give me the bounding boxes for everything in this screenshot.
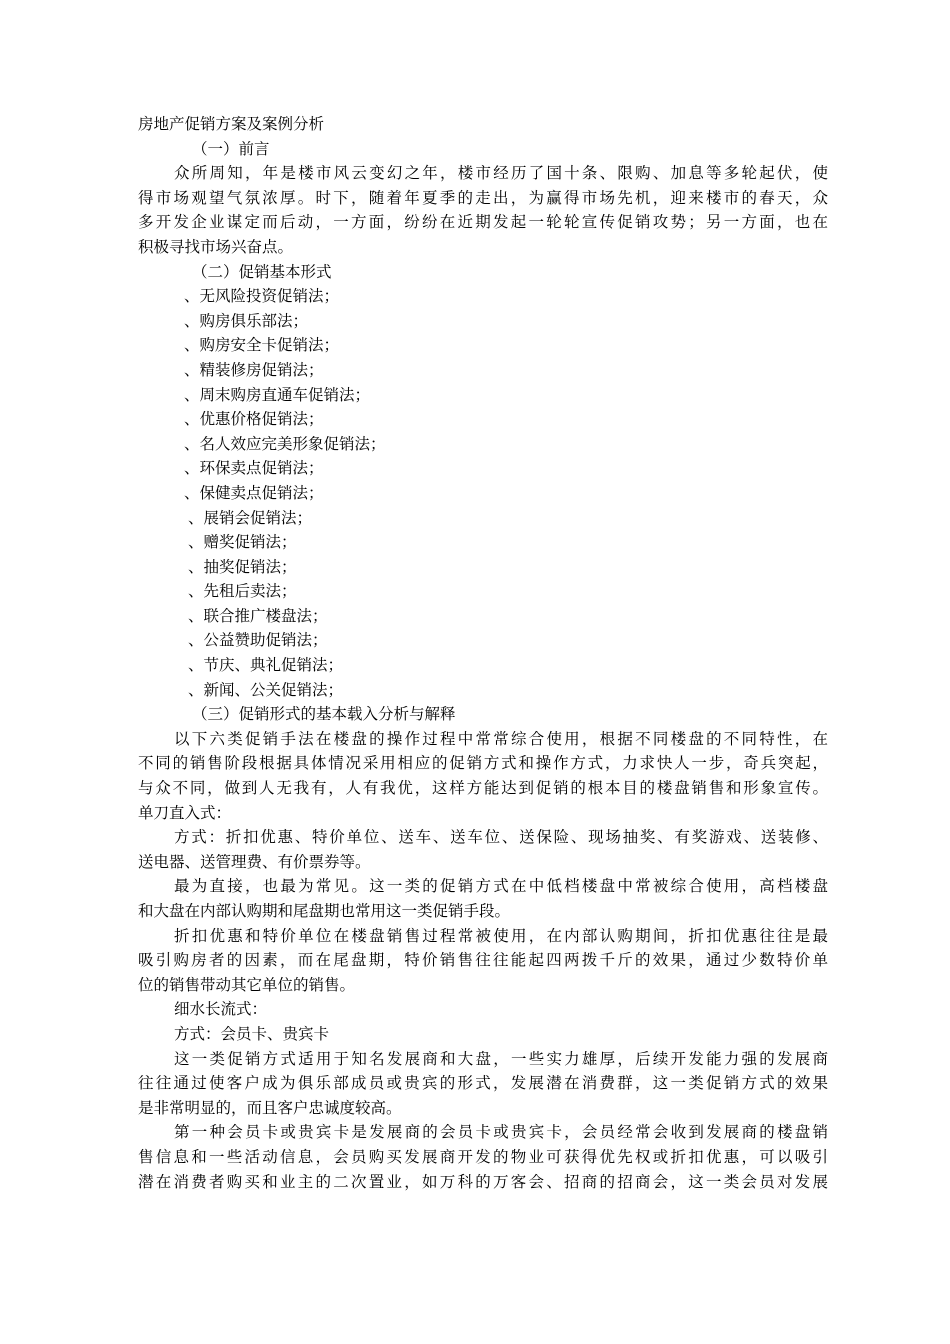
paragraph-line: 送电器、送管理费、有价票券等。	[138, 852, 371, 871]
list-item: 、优惠价格促销法；	[184, 410, 324, 429]
list-item: 、展销会促销法；	[188, 508, 313, 527]
paragraph-line: 众所周知，年是楼市风云变幻之年，楼市经历了国十条、限购、加息等多轮起伏，使	[174, 164, 828, 183]
list-item: 、精装修房促销法；	[184, 360, 324, 379]
paragraph-line: 往往通过使客户成为俱乐部成员或贵宾的形式，发展潜在消费群，这一类促销方式的效果	[138, 1074, 828, 1093]
list-item: 、无风险投资促销法；	[184, 287, 340, 306]
paragraph-line: 和大盘在内部认购期和尾盘期也常用这一类促销手段。	[138, 902, 511, 920]
list-item: 、新闻、公关促销法；	[188, 680, 344, 699]
section-heading-preface: （一）前言	[192, 139, 270, 158]
list-item: 、赠奖促销法；	[188, 533, 297, 552]
paragraph-line: 积极寻找市场兴奋点。	[138, 237, 294, 256]
paragraph-line: 得市场观望气氛浓厚。时下，随着年夏季的走出，为赢得市场先机，迎来楼市的春天，众	[138, 188, 828, 207]
list-item: 、周末购房直通车促销法；	[184, 385, 371, 404]
section-heading-forms: （二）促销基本形式	[192, 262, 332, 281]
list-item: 、公益赞助促销法；	[188, 631, 328, 650]
document-title: 房地产促销方案及案例分析	[138, 115, 325, 133]
paragraph-line: 吸引购房者的因素，而在尾盘期，特价销售往往能起四两拨千斤的效果，通过少数特价单	[138, 951, 828, 970]
list-item: 、购房安全卡促销法；	[184, 336, 340, 355]
list-item: 、节庆、典礼促销法；	[188, 656, 344, 675]
list-item: 、联合推广楼盘法；	[188, 606, 328, 625]
paragraph-line: 是非常明显的，而且客户忠诚度较高。	[138, 1098, 402, 1117]
paragraph-line: 方式：折扣优惠、特价单位、送车、送车位、送保险、现场抽奖、有奖游戏、送装修、	[174, 828, 828, 847]
paragraph-line: 以下六类促销手法在楼盘的操作过程中常常综合使用，根据不同楼盘的不同特性，在	[174, 729, 828, 748]
paragraph-line: 最为直接，也最为常见。这一类的促销方式在中低档楼盘中常被综合使用，高档楼盘	[174, 877, 828, 896]
paragraph-line: 折扣优惠和特价单位在楼盘销售过程常被使用，在内部认购期间，折扣优惠往往是最	[174, 926, 828, 945]
paragraph-line: 多开发企业谋定而后动，一方面，纷纷在近期发起一轮轮宣传促销攻势；另一方面，也在	[138, 213, 828, 232]
list-item: 、购房俱乐部法；	[184, 311, 309, 330]
document-body	[138, 112, 828, 1194]
subheading-direct: 单刀直入式：	[138, 803, 232, 822]
list-item: 、保健卖点促销法；	[184, 483, 324, 502]
paragraph-line: 售信息和一些活动信息，会员购买发展商开发的物业可获得优先权或折扣优惠，可以吸引	[138, 1147, 828, 1166]
list-item: 、名人效应完美形象促销法；	[184, 434, 386, 453]
section-heading-analysis: （三）促销形式的基本载入分析与解释	[192, 705, 456, 724]
paragraph-line: 不同的销售阶段根据具体情况采用相应的促销方式和操作方式，力求快人一步，奇兵突起，	[138, 754, 828, 773]
paragraph-line: 这一类促销方式适用于知名发展商和大盘，一些实力雄厚，后续开发能力强的发展商	[174, 1049, 828, 1068]
paragraph-line: 与众不同，做到人无我有，人有我优，这样方能达到促销的根本目的楼盘销售和形象宣传。	[138, 779, 828, 798]
list-item: 、先租后卖法；	[188, 582, 297, 601]
method-line: 方式：会员卡、贵宾卡	[174, 1024, 330, 1043]
paragraph-line: 第一种会员卡或贵宾卡是发展商的会员卡或贵宾卡，会员经常会收到发展商的楼盘销	[174, 1123, 828, 1142]
paragraph-line: 位的销售带动其它单位的销售。	[138, 975, 356, 994]
subheading-steady: 细水长流式：	[174, 1000, 268, 1019]
list-item: 、环保卖点促销法；	[184, 459, 324, 478]
paragraph-line: 潜在消费者购买和业主的二次置业，如万科的万客会、招商的招商会，这一类会员对发展	[138, 1172, 828, 1191]
list-item: 、抽奖促销法；	[188, 557, 297, 576]
